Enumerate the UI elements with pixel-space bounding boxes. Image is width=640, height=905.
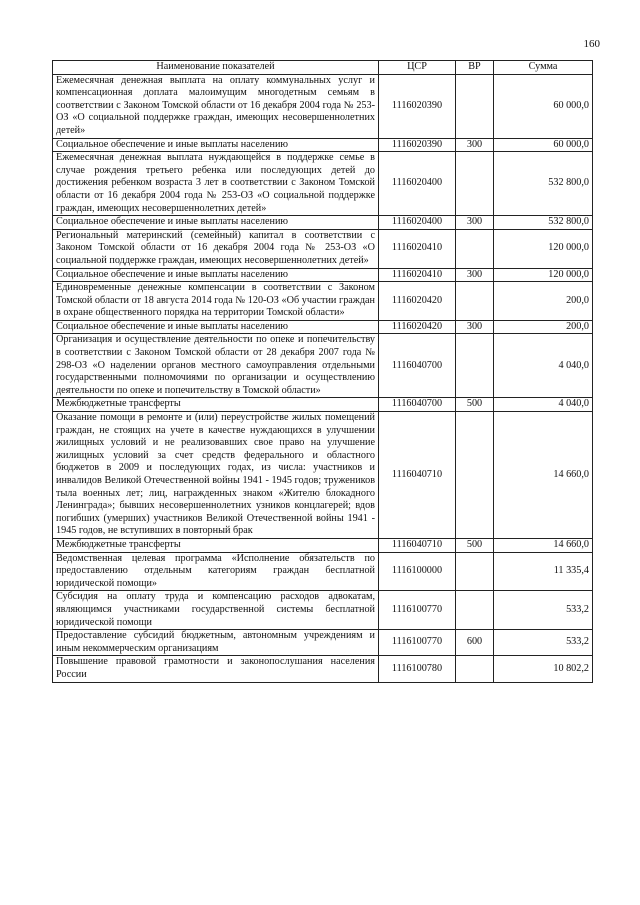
row-sum: 120 000,0 — [494, 268, 593, 282]
row-csr: 1116040710 — [379, 412, 456, 539]
budget-table — [52, 60, 593, 683]
table-row — [53, 320, 593, 334]
row-vr — [456, 229, 494, 268]
row-vr — [456, 412, 494, 539]
row-csr: 1116020390 — [379, 138, 456, 152]
row-csr: 1116100780 — [379, 656, 456, 682]
table-row — [53, 656, 593, 682]
table-row — [53, 138, 593, 152]
row-name: Организация и осуществление деятельности по опеке и попечительству в соответствии с Законом Томской области от 28 декабря 2007 года № 298-ОЗ «О наделении органов местного самоуправления отдельными государственными полномочиями по организации и осуществлению деятельности по опеке и попечительству в Томской области» — [53, 334, 379, 398]
row-csr: 1116020410 — [379, 229, 456, 268]
table-row — [53, 152, 593, 216]
row-sum: 200,0 — [494, 282, 593, 321]
header-name: Наименование показателей — [53, 61, 379, 75]
header-vr: ВР — [456, 61, 494, 75]
row-sum: 532 800,0 — [494, 152, 593, 216]
row-vr: 300 — [456, 216, 494, 230]
table-row — [53, 630, 593, 656]
row-name: Ежемесячная денежная выплата на оплату коммунальных услуг и компенсационная доплата малоимущим многодетным семьям в соответствии с Законом Томской области от 16 декабря 2004 года № 253-ОЗ «О социальной поддержке граждан, имеющих несовершеннолетних детей» — [53, 74, 379, 138]
row-name: Межбюджетные трансферты — [53, 538, 379, 552]
row-name: Социальное обеспечение и иные выплаты населению — [53, 320, 379, 334]
row-csr: 1116040710 — [379, 538, 456, 552]
row-vr: 300 — [456, 268, 494, 282]
table-row — [53, 268, 593, 282]
row-csr: 1116100770 — [379, 591, 456, 630]
table-row — [53, 282, 593, 321]
row-csr: 1116020400 — [379, 216, 456, 230]
row-sum: 120 000,0 — [494, 229, 593, 268]
row-sum: 4 040,0 — [494, 334, 593, 398]
table-body — [53, 74, 593, 682]
row-vr — [456, 552, 494, 591]
row-sum: 532 800,0 — [494, 216, 593, 230]
row-sum: 10 802,2 — [494, 656, 593, 682]
row-name: Межбюджетные трансферты — [53, 398, 379, 412]
row-vr — [456, 591, 494, 630]
row-vr — [456, 656, 494, 682]
row-name: Ведомственная целевая программа «Исполнение обязательств по предоставлению отдельным категориям граждан бесплатной юридической помощи» — [53, 552, 379, 591]
header-csr: ЦСР — [379, 61, 456, 75]
header-sum: Сумма — [494, 61, 593, 75]
row-sum: 14 660,0 — [494, 412, 593, 539]
row-csr: 1116020420 — [379, 320, 456, 334]
row-vr — [456, 152, 494, 216]
row-csr: 1116020390 — [379, 74, 456, 138]
table-row — [53, 74, 593, 138]
row-name: Социальное обеспечение и иные выплаты населению — [53, 138, 379, 152]
table-row — [53, 398, 593, 412]
row-sum: 200,0 — [494, 320, 593, 334]
table-row — [53, 334, 593, 398]
row-name: Предоставление субсидий бюджетным, автономным учреждениям и иным некоммерческим организациям — [53, 630, 379, 656]
row-csr: 1116100770 — [379, 630, 456, 656]
table-row — [53, 591, 593, 630]
row-csr: 1116040700 — [379, 334, 456, 398]
row-vr — [456, 334, 494, 398]
table-row — [53, 412, 593, 539]
row-sum: 60 000,0 — [494, 74, 593, 138]
row-name: Социальное обеспечение и иные выплаты населению — [53, 216, 379, 230]
row-csr: 1116020410 — [379, 268, 456, 282]
row-name: Повышение правовой грамотности и законопослушания населения России — [53, 656, 379, 682]
row-name: Социальное обеспечение и иные выплаты населению — [53, 268, 379, 282]
row-vr: 500 — [456, 538, 494, 552]
row-sum: 11 335,4 — [494, 552, 593, 591]
table-row — [53, 229, 593, 268]
row-sum: 60 000,0 — [494, 138, 593, 152]
table-row — [53, 216, 593, 230]
row-name: Субсидия на оплату труда и компенсацию расходов адвокатам, являющимся участниками государственной системы бесплатной юридической помощи — [53, 591, 379, 630]
row-csr: 1116040700 — [379, 398, 456, 412]
row-sum: 4 040,0 — [494, 398, 593, 412]
row-name: Единовременные денежные компенсации в соответствии с Законом Томской области от 18 августа 2014 года № 120-ОЗ «Об участии граждан в охране общественного порядка на территории Томской области» — [53, 282, 379, 321]
page-number: 160 — [583, 38, 600, 50]
row-csr: 1116100000 — [379, 552, 456, 591]
row-name: Оказание помощи в ремонте и (или) переустройстве жилых помещений граждан, не стоящих на учете в качестве нуждающихся в улучшении жилищных условий и не реализовавших свое право на улучшение жилищных условий за счет средств федерального и областного бюджетов в 2009 и последующих годах, из числа: участников и инвалидов Великой Отечественной войны 1941 - 1945 годов; тружеников тыла военных лет; лиц, награжденных знаком «Жителю блокадного Ленинграда»; бывших несовершеннолетних узников концлагерей; вдов погибших (умерших) участников Великой Отечественной войны 1941 - 1945 годов, не вступивших в повторный брак — [53, 412, 379, 539]
row-vr: 300 — [456, 320, 494, 334]
row-sum: 14 660,0 — [494, 538, 593, 552]
row-vr: 500 — [456, 398, 494, 412]
row-vr: 600 — [456, 630, 494, 656]
table-header-row — [53, 61, 593, 75]
row-vr — [456, 74, 494, 138]
row-name: Ежемесячная денежная выплата нуждающейся в поддержке семье в случае рождения третьего ребенка или последующих детей до достижения ребенком возраста 3 лет в соответствии с Законом Томской области от 16 декабря 2004 года № 253-ОЗ «О социальной поддержке граждан, имеющих несовершеннолетних детей» — [53, 152, 379, 216]
table-row — [53, 538, 593, 552]
row-csr: 1116020400 — [379, 152, 456, 216]
table-row — [53, 552, 593, 591]
row-sum: 533,2 — [494, 630, 593, 656]
row-sum: 533,2 — [494, 591, 593, 630]
row-csr: 1116020420 — [379, 282, 456, 321]
row-vr: 300 — [456, 138, 494, 152]
row-vr — [456, 282, 494, 321]
row-name: Региональный материнский (семейный) капитал в соответствии с Законом Томской области от 16 декабря 2004 года № 253-ОЗ «О социальной поддержке граждан, имеющих несовершеннолетних детей» — [53, 229, 379, 268]
